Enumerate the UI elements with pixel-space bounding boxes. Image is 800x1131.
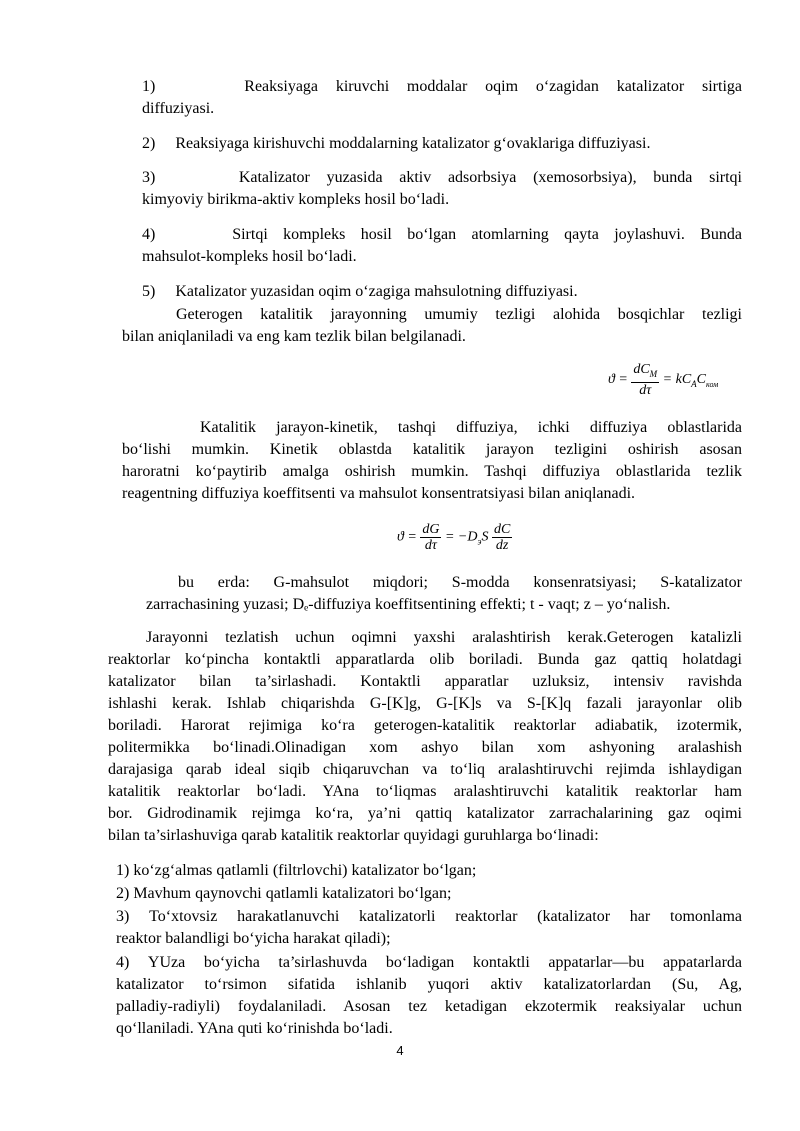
text-line: bilan aniqlaniladi va eng kam tezlik bilan belgilanadi.: [122, 328, 466, 345]
text-line: 1) ko‘zg‘almas qatlamli (filtrlovchi) katalizator bo‘lgan;: [116, 862, 477, 879]
formula-s: S: [481, 529, 489, 545]
step-1: [142, 76, 742, 120]
text-line: Geterogen katalitik jarayonning umumiy tezligi alohida bosqichlar tezligi: [176, 306, 742, 323]
text-line: 4) Sirtqi kompleks hosil bo‘lgan atomlarning qayta joylashuvi. Bunda: [142, 226, 742, 243]
paragraph-where: [146, 572, 742, 616]
step-3: [142, 167, 742, 211]
formula-rhs: = kC: [662, 372, 692, 388]
text-line: katalitik reaktorlar bo‘ladi. YAna to‘liqmas aralashtiruvchi katalitik reaktorlar ham: [108, 783, 742, 800]
formula-numerator: dG: [422, 522, 440, 537]
formula-rhs-mid: C: [696, 372, 707, 388]
paragraph-rate: [122, 304, 742, 348]
text-line: Katalitik jarayon-kinetik, tashqi diffuziya, ichki diffuziya oblastlarida: [200, 419, 742, 436]
text-line: mahsulot-kompleks hosil bo‘ladi.: [142, 248, 357, 265]
group-1: [116, 860, 742, 882]
formula-fraction: [492, 522, 512, 553]
step-2: [142, 133, 742, 155]
formula-denominator: dz: [495, 538, 509, 553]
formula-denominator: dτ: [639, 382, 652, 398]
text-line: 1) Reaksiyaga kiruvchi moddalar oqim o‘zagidan katalizator sirtiga: [142, 78, 742, 95]
paragraph-main: [108, 627, 742, 847]
text-line: 2) Reaksiyaga kirishuvchi moddalarning katalizator g‘ovaklariga diffuziyasi.: [142, 135, 651, 152]
text-line: Jarayonni tezlatish uchun oqimni yaxshi aralashtirish kerak.Geterogen katalizli: [146, 629, 742, 646]
step-4: [142, 224, 742, 268]
text-line: katalizator bilan ta’sirlashadi. Kontaktli apparatlar uzluksiz, intensiv ravishda: [108, 673, 742, 690]
page-number: 4: [396, 1043, 404, 1058]
text-line: 5) Katalizator yuzasidan oqim o‘zagiga mahsulotning diffuziyasi.: [142, 283, 578, 300]
text-line: 3) Katalizator yuzasida aktiv adsorbsiya (xemosorbsiya), bunda sirtqi: [142, 169, 742, 186]
text-line: 2) Mavhum qaynovchi qatlamli katalizatori bo‘lgan;: [116, 885, 452, 902]
formula-rate: [608, 362, 718, 398]
text-line: bo‘lishi mumkin. Kinetik oblastda katalitik jarayon tezligini oshirish asosan: [122, 441, 742, 458]
formula-subscript: э: [477, 536, 482, 547]
formula-subscript: ком: [706, 379, 719, 389]
formula-fraction: [420, 522, 441, 553]
paragraph-kinetic: [122, 417, 742, 505]
text-line: katalizator to‘rsimon sifatida ishlanib yuqori aktiv katalizatorlardan (Su, Ag,: [116, 976, 742, 993]
group-2: [116, 883, 742, 905]
text-line: diffuziyasi.: [142, 100, 215, 117]
text-line: reaktor balandligi bo‘yicha harakat qiladi);: [116, 930, 391, 947]
text-line: kimyoviy birikma-aktiv kompleks hosil bo‘ladi.: [142, 191, 450, 208]
text-line: 3) To‘xtovsiz harakatlanuvchi katalizatorli reaktorlar (katalizator har tomonlama: [116, 908, 742, 925]
formula-diffusion: [397, 522, 512, 553]
text-line: bilan ta’sirlashuviga qarab katalitik reaktorlar quyidagi guruhlarga bo‘linadi:: [108, 827, 599, 844]
formula-fraction: [631, 362, 659, 398]
step-5: [142, 281, 742, 303]
formula-numerator: dC: [493, 522, 511, 537]
text-line: 4) YUza bo‘yicha ta’sirlashuvda bo‘ladigan kontaktli appatarlar—bu appatarlarda: [116, 954, 742, 971]
text-line: reagentning diffuziya koeffitsenti va mahsulot konsentratsiyasi bilan aniqlanadi.: [122, 485, 636, 502]
text-line: reaktorlar ko‘pincha kontaktli apparatlarda olib boriladi. Bunda gaz qattiq holatdagi: [108, 651, 742, 668]
formula-mid: = −D: [444, 529, 478, 545]
text-line: zarrachasining yuzasi; Dₑ-diffuziya koeffitsentining effekti; t - vaqt; z – yo‘nalish.: [146, 596, 671, 613]
text-line: ishlashi kerak. Ishlab chiqarishda G-[K]g, G-[K]s va S-[K]q fazali jarayonlar olib: [108, 695, 742, 712]
text-line: darajasiga qarab ideal siqib chiqaruvchan va to‘liq aralashtiruvchi rejimda ishlaydigan: [108, 761, 742, 778]
group-4: [116, 952, 742, 1040]
group-3: [116, 906, 742, 950]
numerator-text: dC: [633, 362, 650, 377]
numerator-subscript: M: [649, 368, 658, 379]
formula-numerator: [631, 362, 659, 383]
text-line: bu erda: G-mahsulot miqdori; S-modda konsenratsiyasi; S-katalizator: [178, 574, 742, 591]
formula-lhs: ϑ =: [397, 529, 417, 545]
text-line: politermikka bo‘linadi.Olinadigan xom ashyo bilan xom ashyoning aralashish: [108, 739, 742, 756]
formula-denominator: dτ: [424, 538, 437, 553]
text-line: palladiy-radiyli) foydalaniladi. Asosan tez ketadigan ekzotermik reaksiyalar uchun: [116, 998, 742, 1015]
text-line: qo‘llaniladi. YAna quti ko‘rinishda bo‘ladi.: [116, 1020, 393, 1037]
text-line: boriladi. Harorat rejimiga ko‘ra geterogen-katalitik reaktorlar adiabatik, izotermik,: [108, 717, 742, 734]
text-line: haroratni ko‘paytirib amalga oshirish mumkin. Tashqi diffuziya oblastlarida tezlik: [122, 463, 742, 480]
formula-lhs: ϑ =: [608, 372, 628, 388]
formula-subscript: A: [691, 378, 697, 389]
text-line: bor. Gidrodinamik rejimga ko‘ra, ya’ni qattiq katalizator zarrachalarining gaz oqimi: [108, 805, 742, 822]
